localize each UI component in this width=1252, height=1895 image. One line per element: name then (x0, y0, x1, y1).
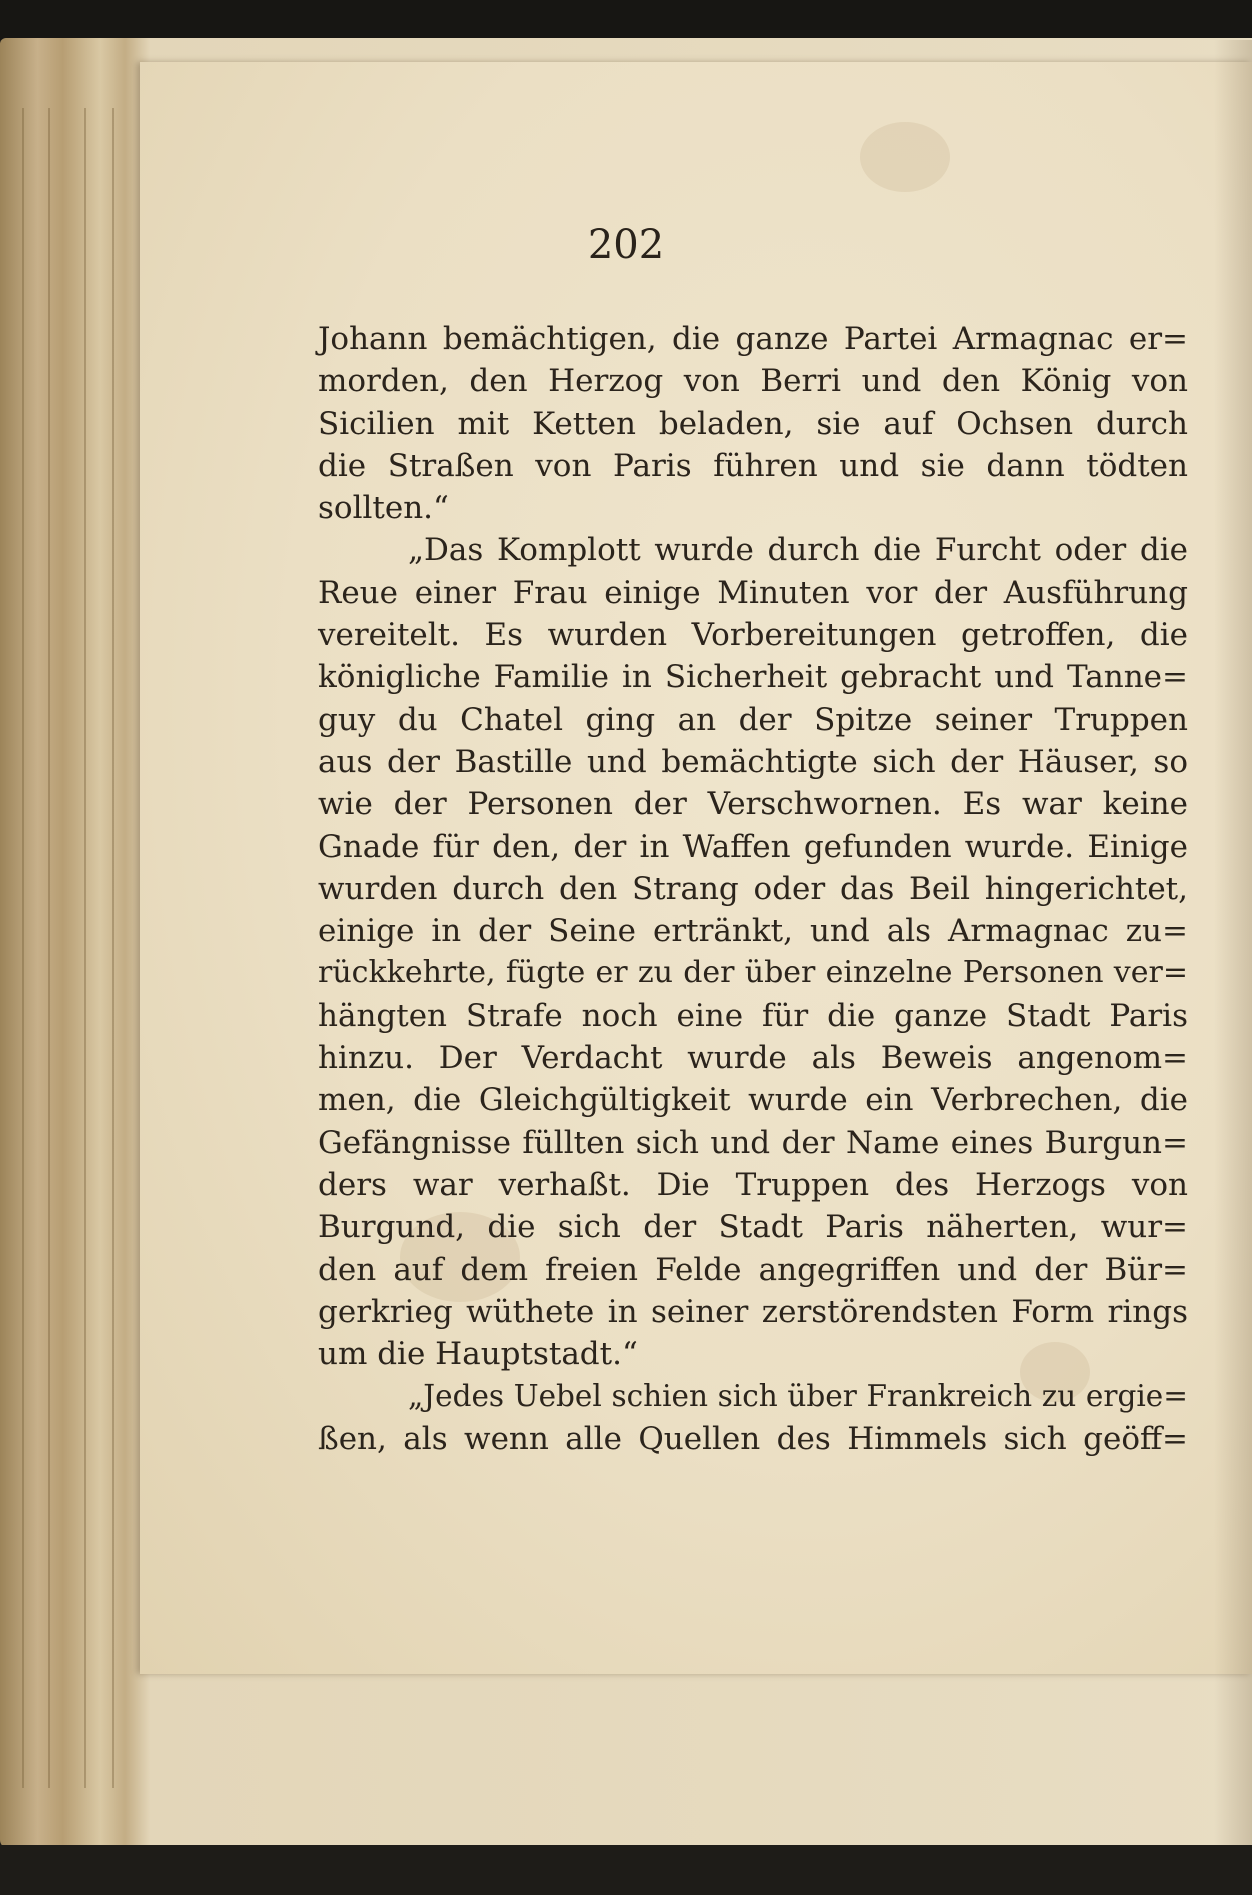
foxing-stain (860, 122, 950, 192)
text-line: gerkrieg wüthete in seiner zerstörendsten Form rings (318, 1293, 1188, 1330)
page-edge-line (22, 108, 24, 1788)
text-line: ßen, als wenn alle Quellen des Himmels sich geöff= (318, 1420, 1188, 1457)
text-line: ders war verhaßt. Die Truppen des Herzogs von (318, 1166, 1188, 1203)
text-line: hinzu. Der Verdacht wurde als Beweis angenom= (318, 1040, 1188, 1077)
text-line: die Straßen von Paris führen und sie dann tödten (318, 447, 1188, 484)
text-line: rückkehrte, fügte er zu der über einzelne Personen ver= (318, 955, 1188, 991)
text-line: aus der Bastille und bemächtigte sich der Häuser, so (318, 743, 1188, 780)
page-edge-line (84, 108, 86, 1788)
text-line: guy du Chatel ging an der Spitze seiner Truppen (318, 701, 1188, 738)
text-line: „Jedes Uebel schien sich über Frankreich zu ergie= (408, 1379, 1188, 1414)
text-line: men, die Gleichgültigkeit wurde ein Verbrechen, die (318, 1082, 1188, 1119)
text-line: einige in der Seine ertränkt, und als Armagnac zu= (318, 913, 1188, 950)
text-line: königliche Familie in Sicherheit gebracht und Tanne= (318, 659, 1188, 696)
page-gutter-shadow (1214, 40, 1252, 1850)
text-line: „Das Komplott wurde durch die Furcht oder die (408, 532, 1188, 569)
text-line: den auf dem freien Felde angegriffen und der Bür= (318, 1251, 1188, 1288)
page-edge-line (48, 108, 50, 1788)
text-line: Johann bemächtigen, die ganze Partei Armagnac er= (318, 321, 1188, 357)
text-line: hängten Strafe noch eine für die ganze Stadt Paris (318, 997, 1188, 1034)
text-line: um die Hauptstadt.“ (318, 1336, 638, 1373)
text-line: Gefängnisse füllten sich und der Name eines Burgun= (318, 1124, 1188, 1161)
scan-background-top (0, 0, 1252, 40)
scan-background-bottom (0, 1845, 1252, 1895)
page-number: 202 (587, 222, 665, 268)
page-edge-line (112, 108, 114, 1788)
text-line: wie der Personen der Verschwornen. Es war keine (318, 786, 1188, 823)
text-line: morden, den Herzog von Berri und den König von (318, 363, 1188, 400)
text-line: vereitelt. Es wurden Vorbereitungen getroffen, die (318, 617, 1188, 654)
text-line: sollten.“ (318, 490, 449, 527)
text-line: wurden durch den Strang oder das Beil hingerichtet, (318, 870, 1188, 907)
text-line: Gnade für den, der in Waffen gefunden wurde. Einige (318, 828, 1188, 865)
body-text (318, 318, 1188, 1460)
text-line: Sicilien mit Ketten beladen, sie auf Ochsen durch (318, 405, 1188, 442)
text-line: Burgund, die sich der Stadt Paris näherten, wur= (318, 1209, 1188, 1246)
text-line: Reue einer Frau einige Minuten vor der Ausführung (318, 574, 1188, 611)
